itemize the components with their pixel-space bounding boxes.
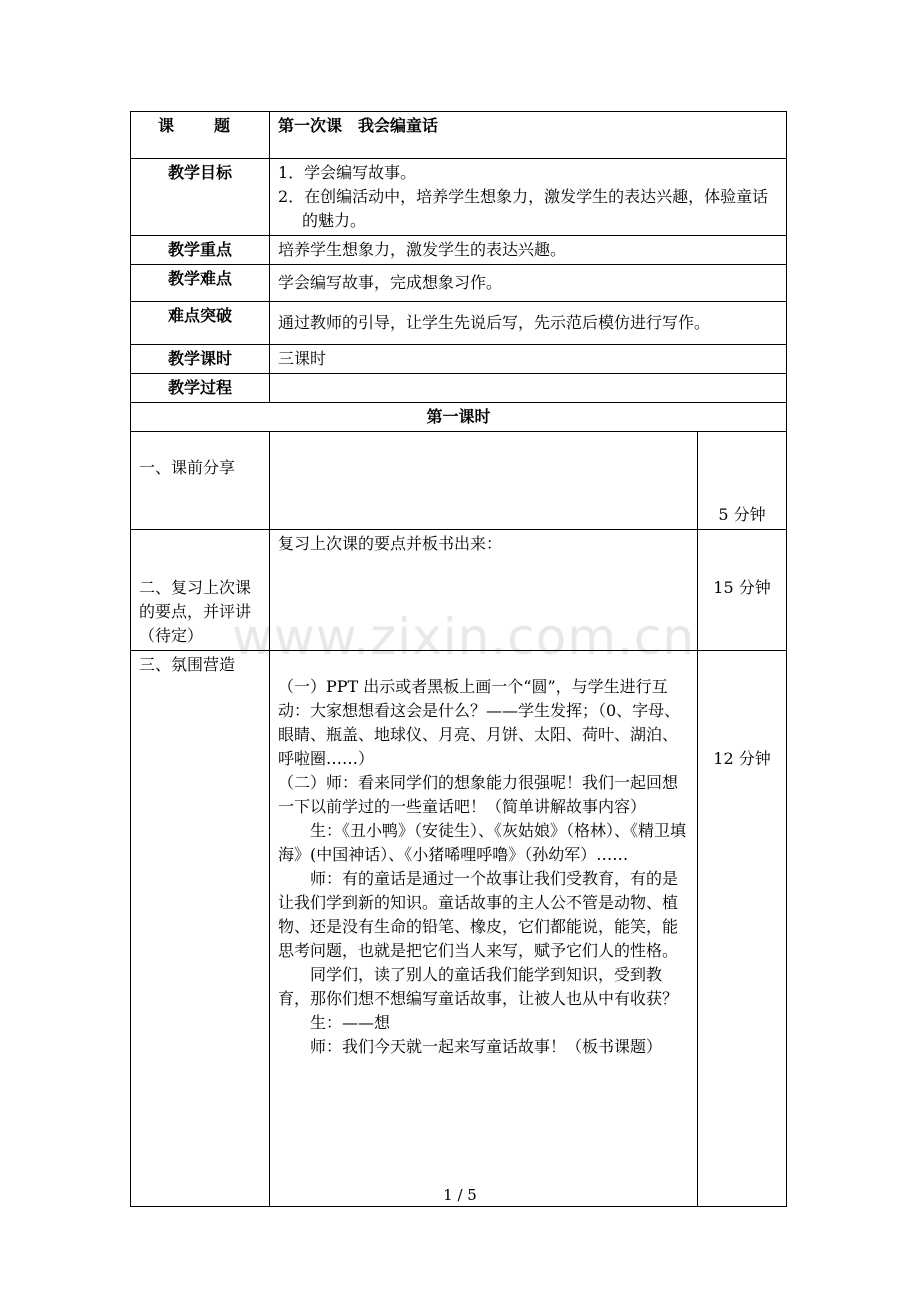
lesson-title: 第一次课 我会编童话 xyxy=(270,112,787,159)
process-label: 教学过程 xyxy=(131,374,270,403)
difficulty-label: 教学难点 xyxy=(131,265,270,302)
focus-label: 教学重点 xyxy=(131,236,270,265)
step-time: 5 分钟 xyxy=(698,432,787,530)
difficulty-row xyxy=(131,265,787,302)
step-content: 复习上次课的要点并板书出来： xyxy=(270,530,698,651)
paragraph: （二）师：看来同学们的想象能力很强呢！我们一起回想一下以前学过的一些童话吧！（简单讲解故事内容） xyxy=(278,773,679,816)
session-title: 第一课时 xyxy=(131,403,787,432)
step-name: 二、复习上次课的要点，并评讲（待定） xyxy=(131,530,270,651)
paragraph: 师：有的童话是通过一个故事让我们受教育，有的是让我们学到新的知识。童话故事的主人公不管是动物、植物、还是没有生命的铅笔、橡皮，它们都能说，能笑，能思考问题，也就是把它们当人来写，赋予它们人的性格。 xyxy=(278,869,679,960)
lesson-plan-table xyxy=(130,111,787,1207)
difficulty-value: 学会编写故事，完成想象习作。 xyxy=(270,265,787,302)
paragraph: （一）PPT 出示或者黑板上画一个“圆”，与学生进行互动：大家想想看这会是什么？——学生发挥；（0、字母、眼睛、瓶盖、地球仪、月亮、月饼、太阳、荷叶、湖泊、呼啦圈……） xyxy=(278,677,681,768)
title-row xyxy=(131,112,787,159)
hours-value: 三课时 xyxy=(270,345,787,374)
step-time: 12 分钟 xyxy=(698,651,787,1207)
breakthrough-value: 通过教师的引导，让学生先说后写，先示范后模仿进行写作。 xyxy=(270,302,787,345)
goals-cell xyxy=(270,159,787,236)
step-row xyxy=(131,651,787,1207)
paragraph: 生：——想 xyxy=(310,1013,391,1032)
paragraph: 师：我们今天就一起来写童话故事！（板书课题） xyxy=(310,1037,663,1056)
hours-label: 教学课时 xyxy=(131,345,270,374)
goals-row xyxy=(131,159,787,236)
step-time: 15 分钟 xyxy=(698,530,787,651)
watermark: www.zixin.com.cn xyxy=(232,608,696,666)
title-label: 课 题 xyxy=(131,112,270,159)
process-row xyxy=(131,374,787,403)
paragraph: 生：《丑小鸭》（安徒生）、《灰姑娘》（格林）、《精卫填海》(中国神话）、《小猪唏哩呼噜》（孙幼军）…… xyxy=(278,821,687,864)
session-row xyxy=(131,403,787,432)
step-content xyxy=(270,432,698,530)
step-content xyxy=(270,651,698,1207)
focus-value: 培养学生想象力，激发学生的表达兴趣。 xyxy=(270,236,787,265)
paragraph: 同学们，读了别人的童话我们能学到知识，受到教育，那你们想不想编写童话故事，让被人也从中有收获？ xyxy=(278,965,679,1008)
step-name: 一、课前分享 xyxy=(131,432,270,530)
step-row xyxy=(131,432,787,530)
breakthrough-label: 难点突破 xyxy=(131,302,270,345)
focus-row xyxy=(131,236,787,265)
step-name: 三、氛围营造 xyxy=(131,651,270,1207)
process-value xyxy=(270,374,787,403)
hours-row xyxy=(131,345,787,374)
step-row xyxy=(131,530,787,651)
goal-item: 2．在创编活动中，培养学生想象力，激发学生的表达兴趣，体验童话的魅力。 xyxy=(278,187,769,230)
goal-item: 1．学会编写故事。 xyxy=(278,163,417,182)
page-number: 1 / 5 xyxy=(443,1186,477,1204)
breakthrough-row xyxy=(131,302,787,345)
goals-label: 教学目标 xyxy=(131,159,270,236)
